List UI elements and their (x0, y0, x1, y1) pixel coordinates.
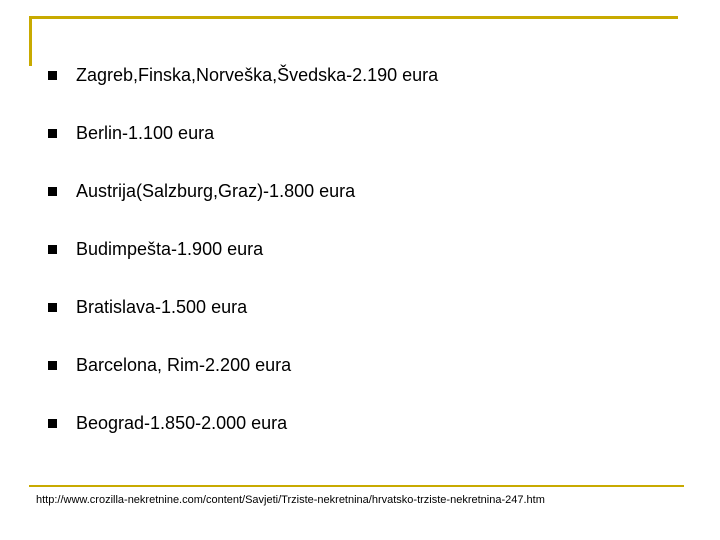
square-bullet-icon (48, 71, 57, 80)
list-item-text: Berlin-1.100 eura (76, 123, 215, 143)
list-item (48, 352, 688, 410)
frame-top-rule (29, 16, 678, 19)
square-bullet-icon (48, 361, 57, 370)
list-item (48, 294, 688, 352)
footer-rule (29, 485, 684, 487)
list-item (48, 120, 688, 178)
list-item-text: Barcelona, Rim-2.200 eura (76, 355, 292, 375)
square-bullet-icon (48, 303, 57, 312)
list-item (48, 62, 688, 120)
square-bullet-icon (48, 129, 57, 138)
square-bullet-icon (48, 419, 57, 428)
list-item-text: Beograd-1.850-2.000 eura (76, 413, 288, 433)
price-list (48, 62, 688, 468)
frame-left-rule (29, 16, 32, 66)
square-bullet-icon (48, 187, 57, 196)
list-item-text: Budimpešta-1.900 eura (76, 239, 264, 259)
source-link[interactable]: http://www.crozilla-nekretnine.com/content/Savjeti/Trziste-nekretnina/hrvatsko-trziste-nekretnina-247.htm (36, 494, 545, 506)
list-item (48, 410, 688, 468)
list-item-text: Zagreb,Finska,Norveška,Švedska-2.190 eura (76, 65, 439, 85)
list-item (48, 236, 688, 294)
list-item-text: Bratislava-1.500 eura (76, 297, 248, 317)
square-bullet-icon (48, 245, 57, 254)
list-item-text: Austrija(Salzburg,Graz)-1.800 eura (76, 181, 356, 201)
list-item (48, 178, 688, 236)
